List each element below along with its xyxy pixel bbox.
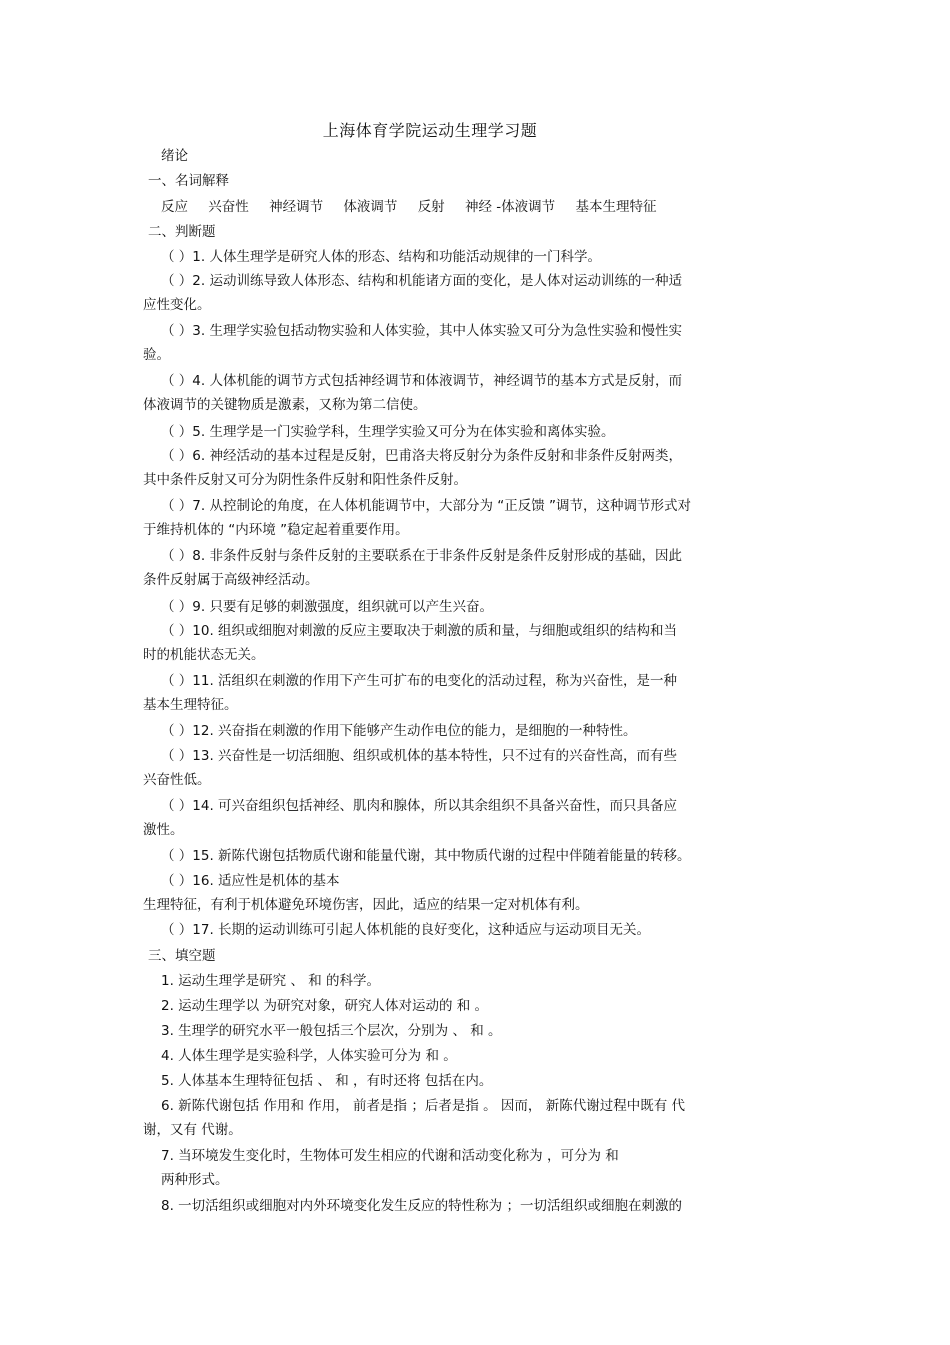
question-line: （ ）16. 适应性是机体的基本 — [161, 873, 340, 889]
question-line: 激性。 — [143, 822, 184, 838]
question-line: （ ）7. 从控制论的角度，在人体机能调节中，大部分为 “正反馈 ”调节，这种调节形式对 — [161, 498, 692, 514]
question-line: （ ）1. 人体生理学是研究人体的形态、结构和功能活动规律的一门科学。 — [161, 249, 601, 265]
question-line: 应性变化。 — [143, 297, 211, 313]
fill-line: 2. 运动生理学以 为研究对象，研究人体对运动的 和 。 — [161, 998, 489, 1014]
fill-line: 两种形式。 — [161, 1172, 229, 1188]
fill-line: 1. 运动生理学是研究 、 和 的科学。 — [161, 973, 381, 989]
question-line: （ ）5. 生理学是一门实验学科，生理学实验又可分为在体实验和离体实验。 — [161, 424, 615, 440]
question-line: （ ）8. 非条件反射与条件反射的主要联系在于非条件反射是条件反射形成的基础，因此 — [161, 548, 682, 564]
question-line: （ ）15. 新陈代谢包括物质代谢和能量代谢，其中物质代谢的过程中伴随着能量的转移。 — [161, 848, 691, 864]
question-line: 兴奋性低。 — [143, 772, 211, 788]
question-line: 时的机能状态无关。 — [143, 647, 265, 663]
terms-list — [161, 197, 672, 217]
question-line: （ ）6. 神经活动的基本过程是反射，巴甫洛夫将反射分为条件反射和非条件反射两类， — [161, 448, 682, 464]
question-line: 其中条件反射又可分为阴性条件反射和阳性条件反射。 — [143, 472, 467, 488]
question-line: （ ）11. 活组织在刺激的作用下产生可扩布的电变化的活动过程，称为兴奋性，是一种 — [161, 673, 678, 689]
fill-line: 7. 当环境发生变化时，生物体可发生相应的代谢和活动变化称为 ，可分为 和 — [161, 1148, 619, 1164]
term-item: 基本生理特征 — [575, 199, 657, 215]
term-item: 反应 — [161, 199, 188, 215]
question-line: （ ）14. 可兴奋组织包括神经、肌肉和腺体，所以其余组织不具备兴奋性，而只具备应 — [161, 798, 678, 814]
fill-line: 谢，又有 代谢。 — [143, 1122, 242, 1138]
fill-line: 3. 生理学的研究水平一般包括三个层次，分别为 、 和 。 — [161, 1023, 502, 1039]
term-item: 反射 — [417, 199, 445, 215]
term-item: 体液调节 — [343, 199, 398, 215]
part2-heading: 二、判断题 — [148, 224, 216, 240]
term-item: 神经 -体液调节 — [464, 199, 556, 215]
page-title: 上海体育学院运动生理学习题 — [322, 121, 538, 140]
fill-line: 4. 人体生理学是实验科学，人体实验可分为 和 。 — [161, 1048, 457, 1064]
fill-line: 8. 一切活组织或细胞对内外环境变化发生反应的特性称为 ；一切活组织或细胞在刺激的 — [161, 1198, 682, 1214]
term-item: 神经调节 — [269, 199, 324, 215]
question-line: （ ）2. 运动训练导致人体形态、结构和机能诸方面的变化，是人体对运动训练的一种适 — [161, 273, 682, 289]
term-item: 兴奋性 — [208, 199, 249, 215]
question-line: 于维持机体的 “内环境 ”稳定起着重要作用。 — [143, 522, 409, 538]
question-line: （ ）13. 兴奋性是一切活细胞、组织或机体的基本特性，只不过有的兴奋性高，而有些 — [161, 748, 678, 764]
question-line: （ ）17. 长期的运动训练可引起人体机能的良好变化，这种适应与运动项目无关。 — [161, 922, 651, 938]
fill-line: 6. 新陈代谢包括 作用和 作用， 前者是指 ；后者是指 。 因而， 新陈代谢过程中既有 代 — [161, 1098, 686, 1114]
question-line: 体液调节的关键物质是激素，又称为第二信使。 — [143, 397, 427, 413]
part1-heading: 一、名词解释 — [148, 173, 229, 189]
question-line: （ ）10. 组织或细胞对刺激的反应主要取决于刺激的质和量，与细胞或组织的结构和当 — [161, 623, 678, 639]
question-line: 生理特征，有利于机体避免环境伤害，因此，适应的结果一定对机体有利。 — [143, 897, 589, 913]
part3-heading: 三、填空题 — [148, 948, 216, 964]
question-line: （ ）4. 人体机能的调节方式包括神经调节和体液调节，神经调节的基本方式是反射，而 — [161, 373, 682, 389]
section-heading: 绪论 — [161, 148, 188, 164]
question-line: 基本生理特征。 — [143, 697, 238, 713]
question-line: （ ）12. 兴奋指在刺激的作用下能够产生动作电位的能力，是细胞的一种特性。 — [161, 723, 637, 739]
fill-line: 5. 人体基本生理特征包括 、 和 ，有时还将 包括在内。 — [161, 1073, 493, 1089]
question-line: （ ）9. 只要有足够的刺激强度，组织就可以产生兴奋。 — [161, 599, 493, 615]
question-line: （ ）3. 生理学实验包括动物实验和人体实验，其中人体实验又可分为急性实验和慢性实 — [161, 323, 682, 339]
question-line: 条件反射属于高级神经活动。 — [143, 572, 319, 588]
question-line: 验。 — [143, 347, 170, 363]
